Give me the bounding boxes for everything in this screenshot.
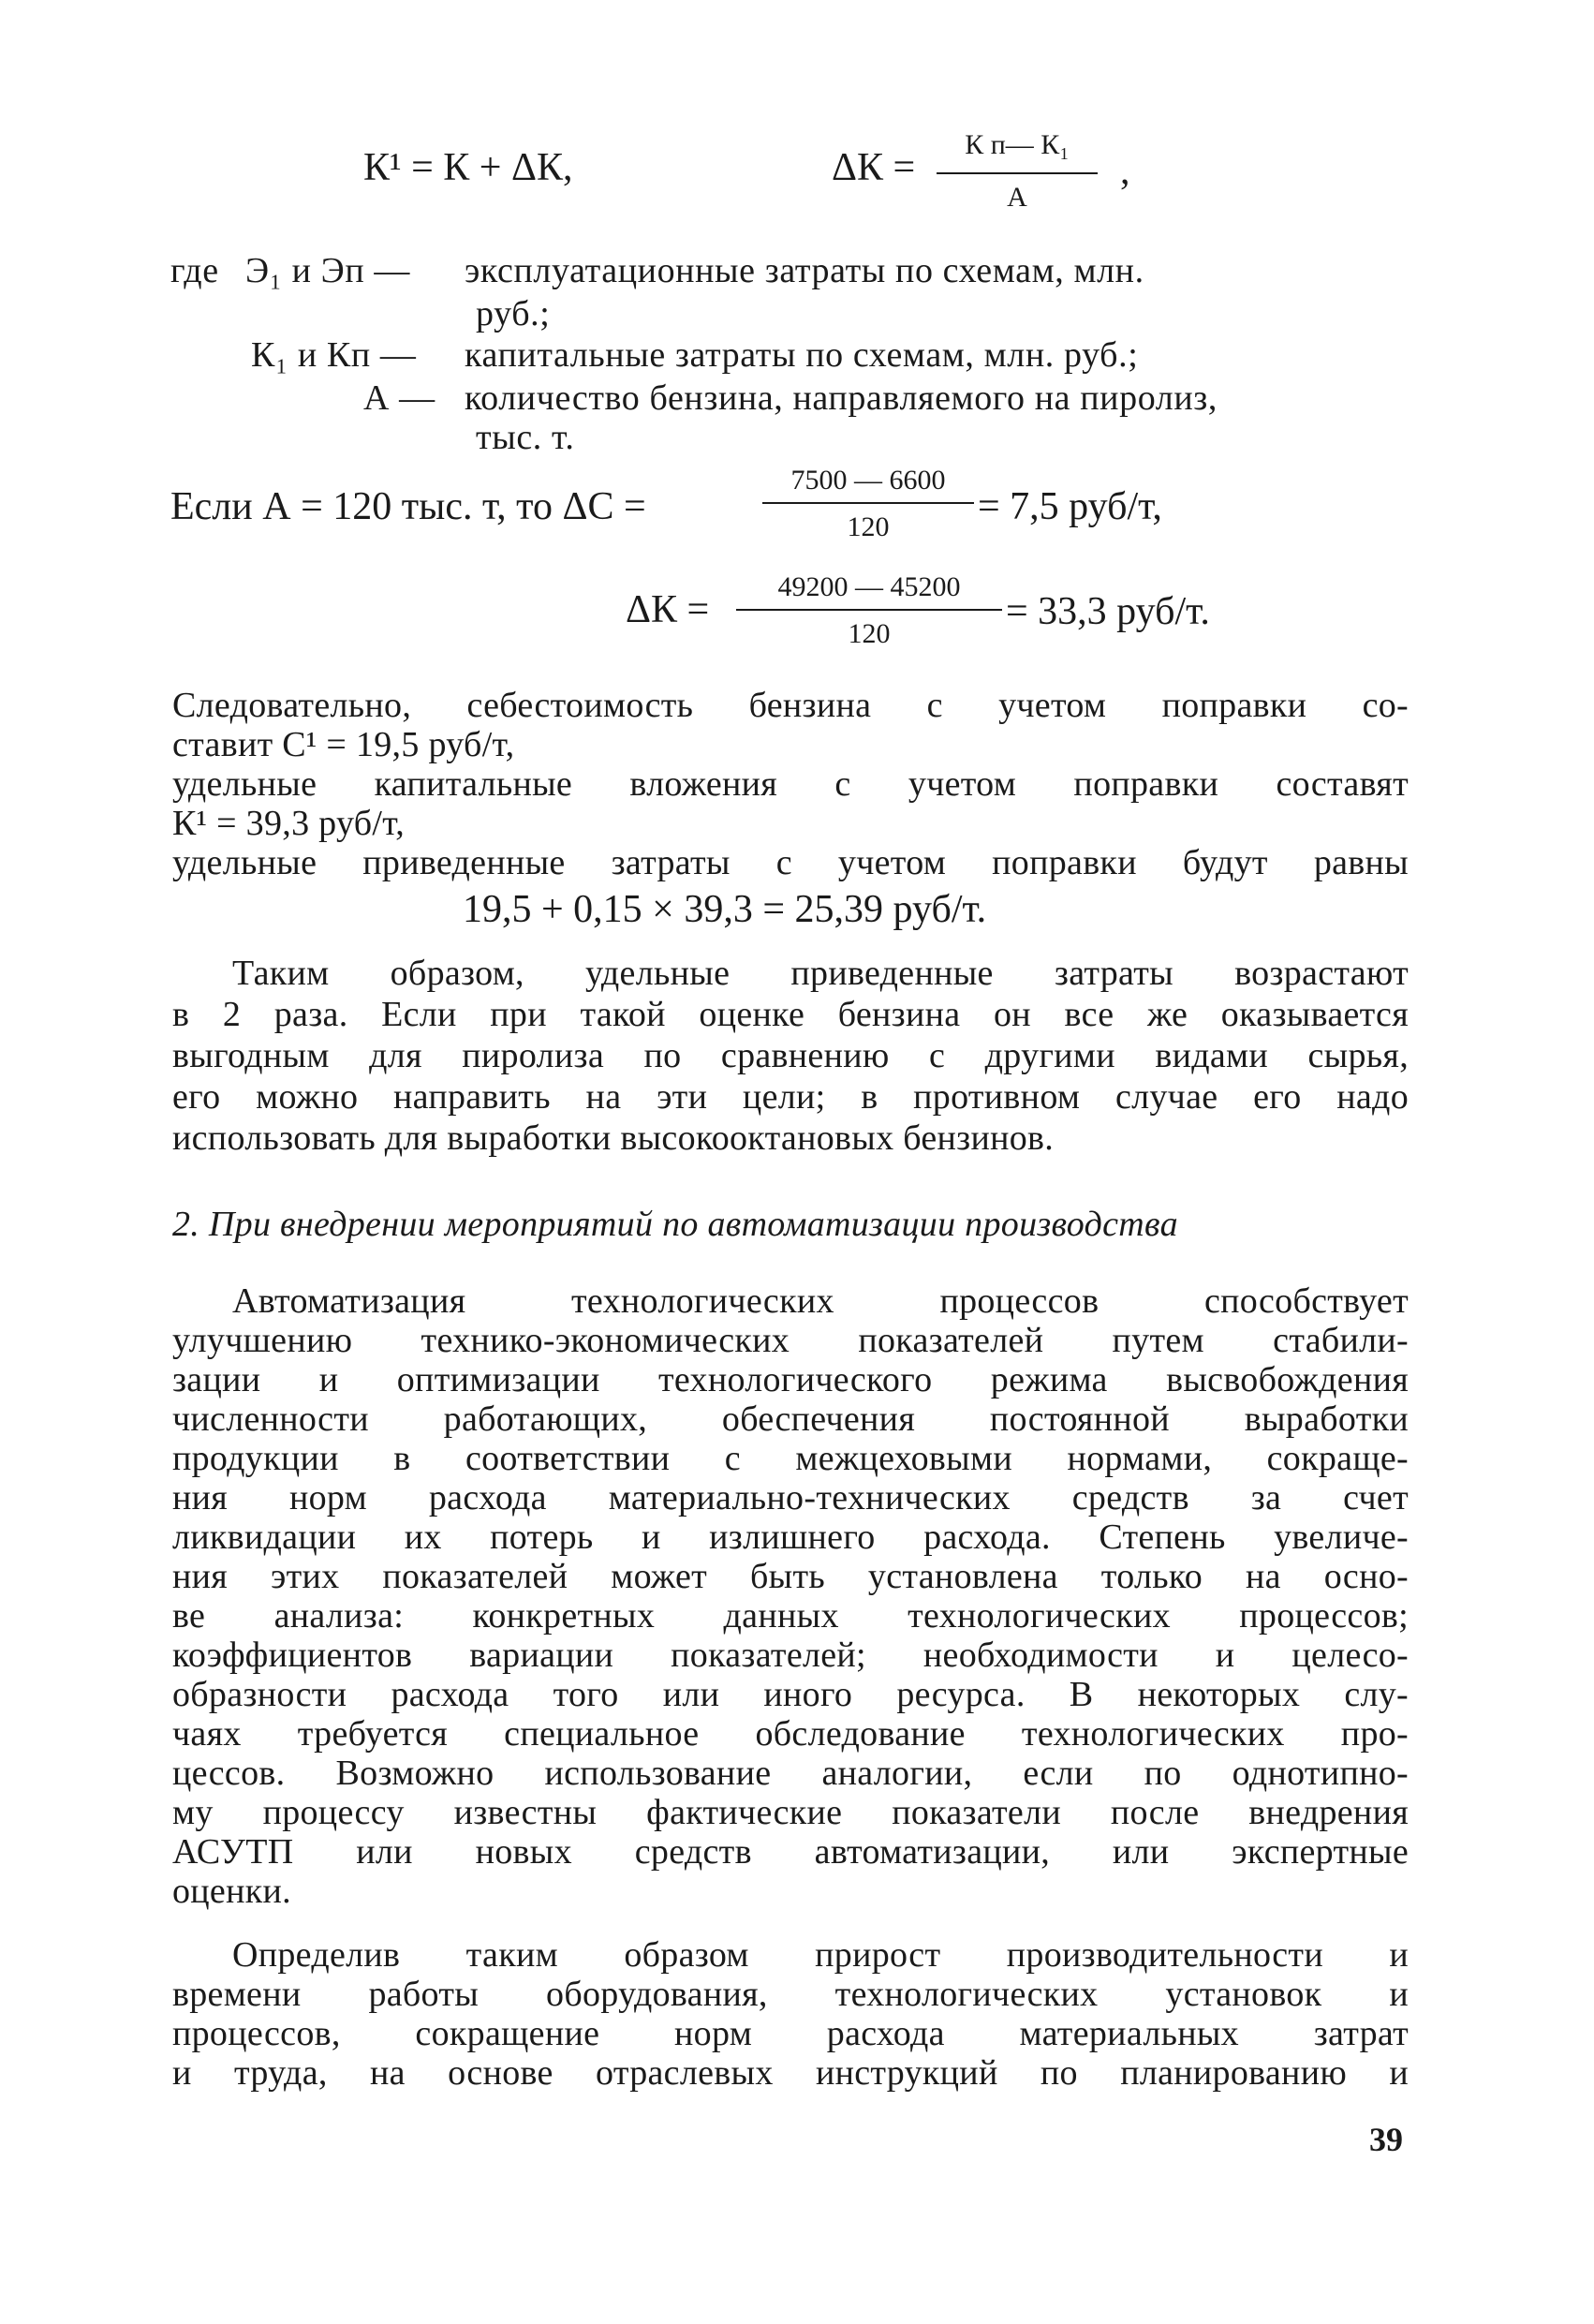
fraction-numerator: 49200 — 45200 xyxy=(777,571,961,602)
fraction-dc xyxy=(762,466,974,553)
paragraph-line: чаях требуется специальное обследование технологических про- xyxy=(172,1714,1409,1754)
paragraph-line: ликвидации их потерь и излишнего расхода. Степень увеличе- xyxy=(172,1517,1409,1557)
formula-dk-tail: , xyxy=(1120,150,1130,193)
fraction-denominator: 120 xyxy=(847,511,890,542)
fraction-bar xyxy=(736,609,1002,611)
paragraph-line: му процессу известны фактические показатели после внедрения xyxy=(172,1793,1409,1832)
page-number: 39 xyxy=(1369,2121,1403,2158)
paragraph-line: цессов. Возможно использование аналогии, если по однотипно- xyxy=(172,1754,1409,1793)
fraction-numerator: 7500 — 6600 xyxy=(790,465,946,496)
conclusion-line: удельные приведенные затраты с учетом поправки будут равны xyxy=(172,843,1409,882)
formula-k1: К¹ = К + ΔК, xyxy=(363,146,573,189)
conclusion-equation: 19,5 + 0,15 × 39,3 = 25,39 руб/т. xyxy=(463,888,987,931)
legend-item1-text: эксплуатационные затраты по схемам, млн. xyxy=(465,251,1144,290)
legend-item3-cont: тыс. т. xyxy=(476,418,575,457)
legend-where: где xyxy=(170,251,219,290)
paragraph-line: в 2 раза. Если при такой оценке бензина он все же оказывается xyxy=(172,995,1409,1034)
legend-item3-text: количество бензина, направляемого на пиролиз, xyxy=(465,378,1218,418)
calc-dc-prefix: Если А = 120 тыс. т, то ΔС = xyxy=(170,485,646,528)
paragraph-line: коэффициентов вариации показателей; необходимости и целесо- xyxy=(172,1636,1409,1675)
legend-item2-text: капитальные затраты по схемам, млн. руб.; xyxy=(465,335,1139,375)
paragraph-line: ния этих показателей может быть установлена только на осно- xyxy=(172,1557,1409,1596)
legend-item2-symbol: К₁ и Кп — xyxy=(251,335,417,375)
fraction-bar xyxy=(762,502,974,504)
paragraph-line: образности расхода того или иного ресурса. В некоторых слу- xyxy=(172,1675,1409,1714)
paragraph-line: продукции в соответствии с межцеховыми нормами, сокраще- xyxy=(172,1439,1409,1478)
fraction-denominator: 120 xyxy=(848,618,891,649)
conclusion-line: К¹ = 39,3 руб/т, xyxy=(172,804,406,843)
paragraph-line: зации и оптимизации технологического режима высвобождения xyxy=(172,1360,1409,1399)
paragraph-line: Таким образом, удельные приведенные затраты возрастают xyxy=(232,954,1409,993)
fraction-numerator: К п— К₁ xyxy=(965,129,1070,160)
legend-item1-symbol: Э₁ и Эп — xyxy=(245,251,410,290)
paragraph-line: и труда, на основе отраслевых инструкций по планированию и xyxy=(172,2053,1409,2093)
conclusion-line: Следовательно, себестоимость бензина с учетом поправки со- xyxy=(172,686,1409,725)
paragraph-line: Автоматизация технологических процессов способствует xyxy=(232,1281,1409,1321)
paragraph-line: ве анализа: конкретных данных технологических процессов; xyxy=(172,1596,1409,1636)
paragraph-line: его можно направить на эти цели; в противном случае его надо xyxy=(172,1077,1409,1117)
paragraph-line: выгодным для пиролиза по сравнению с другими видами сырья, xyxy=(172,1036,1409,1075)
fraction-dk xyxy=(937,131,1098,225)
conclusion-line: ставит С¹ = 19,5 руб/т, xyxy=(172,725,515,764)
paragraph-line: времени работы оборудования, технологических установок и xyxy=(172,1975,1409,2014)
calc-dc-result: = 7,5 руб/т, xyxy=(978,485,1162,528)
legend-item1-cont: руб.; xyxy=(476,294,551,333)
fraction-dk-value xyxy=(736,573,1002,659)
paragraph-line: численности работающих, обеспечения постоянной выработки xyxy=(172,1399,1409,1439)
formula-dk-lhs: ΔК = xyxy=(832,146,916,189)
calc-dk-result: = 33,3 руб/т. xyxy=(1006,590,1210,633)
paragraph-line: АСУТП или новых средств автоматизации, или экспертные xyxy=(172,1832,1409,1872)
legend-item3-symbol: А — xyxy=(363,378,435,418)
paragraph-line: процессов, сокращение норм расхода материальных затрат xyxy=(172,2014,1409,2053)
calc-dk-prefix: ΔК = xyxy=(626,588,710,631)
fraction-denominator: А xyxy=(1007,182,1027,213)
section-heading: 2. При внедрении мероприятий по автоматизации производства xyxy=(172,1205,1178,1244)
paragraph-line: улучшению технико-экономических показателей путем стабили- xyxy=(172,1321,1409,1360)
fraction-bar xyxy=(937,172,1098,174)
conclusion-line: удельные капитальные вложения с учетом поправки составят xyxy=(172,764,1409,804)
paragraph-line: Определив таким образом прирост производительности и xyxy=(232,1935,1409,1975)
paragraph-line: использовать для выработки высокооктановых бензинов. xyxy=(172,1118,1055,1158)
paragraph-line: оценки. xyxy=(172,1872,291,1911)
paragraph-line: ния норм расхода материально-технических средств за счет xyxy=(172,1478,1409,1517)
